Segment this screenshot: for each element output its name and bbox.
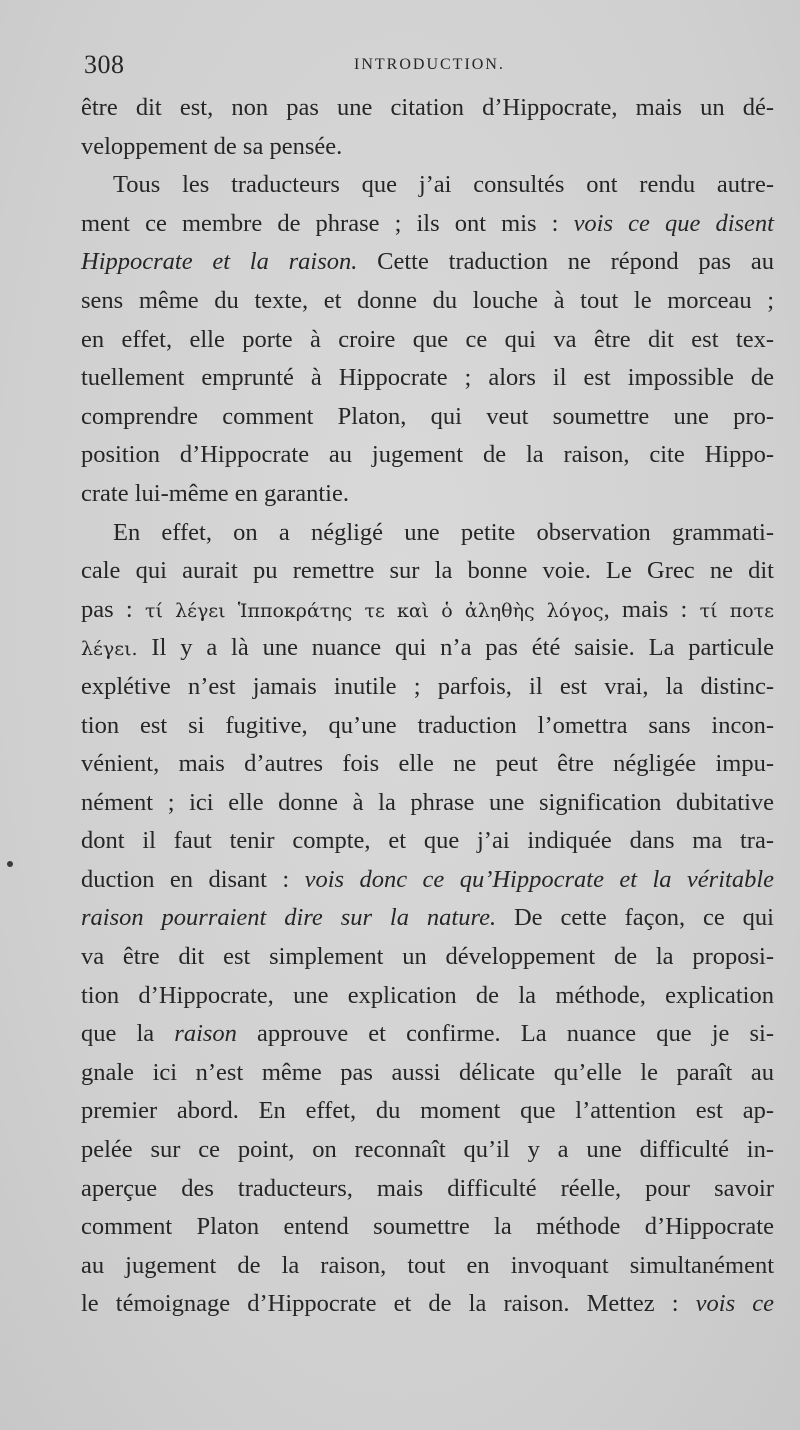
body-text [81, 89, 774, 1324]
text-segment: que la [81, 1020, 175, 1048]
text-segment: ment ce membre de phrase ; ils ont mis : [81, 209, 574, 237]
italic-segment: vois ce que disent [573, 209, 774, 237]
text-segment: crate lui-même en garantie. [81, 479, 349, 507]
text-line [81, 1015, 774, 1054]
greek-segment: τί λέγει Ἱπποκράτης τε καὶ ὁ ἀληθὴς λόγος [144, 599, 604, 622]
text-line [81, 89, 774, 128]
text-line [81, 707, 774, 746]
text-segment: être dit est, non pas une citation d’Hippocrate, mais un dé- [81, 94, 774, 121]
text-segment: pelée sur ce point, on reconnaît qu’il y a une difficulté in- [81, 1136, 774, 1164]
text-segment: nément ; ici elle donne à la phrase une signification dubitative [81, 788, 774, 816]
text-segment: duction en disant : [81, 865, 305, 893]
italic-segment: raison [174, 1020, 237, 1048]
text-line [81, 205, 774, 244]
text-line [81, 1170, 774, 1209]
text-segment: explétive n’est jamais inutile ; parfois, il est vrai, la distinc- [81, 672, 774, 700]
greek-segment: λέγει. [81, 638, 138, 661]
text-line [81, 128, 774, 167]
text-segment: aperçue des traducteurs, mais difficulté réelle, pour savoir [81, 1174, 774, 1202]
text-line [81, 861, 774, 900]
text-segment: Tous les traducteurs que j’ai consultés ont rendu autre- [113, 171, 774, 199]
text-segment: veloppement de sa pensée. [81, 132, 343, 160]
italic-segment: raison pourraient dire sur la nature. [81, 904, 497, 932]
text-line [81, 475, 774, 514]
text-line [81, 668, 774, 707]
text-segment: comprendre comment Platon, qui veut soumettre une pro- [81, 402, 774, 430]
text-line [81, 977, 774, 1016]
text-segment: tuellement emprunté à Hippocrate ; alors il est impossible de [81, 364, 774, 392]
text-segment: gnale ici n’est même pas aussi délicate qu’elle le paraît au [81, 1058, 774, 1086]
text-segment: tion d’Hippocrate, une explication de la méthode, explication [81, 981, 774, 1009]
text-line [81, 1131, 774, 1170]
text-segment: , mais : [603, 595, 700, 623]
text-segment: tion est si fugitive, qu’une traduction l’omettra sans incon- [81, 711, 774, 739]
text-line [81, 282, 774, 321]
text-segment: pas : [81, 595, 145, 623]
text-segment: Cette traduction ne répond pas au [357, 248, 774, 276]
text-line [81, 784, 774, 823]
text-line [81, 398, 774, 437]
text-line [81, 899, 774, 938]
text-segment: cale qui aurait pu remettre sur la bonne voie. Le Grec ne dit [81, 557, 774, 585]
text-line [81, 591, 774, 630]
text-segment: approuve et confirme. La nuance que je si- [236, 1020, 774, 1048]
text-segment: Il y a là une nuance qui n’a pas été saisie. La particule [137, 634, 774, 662]
text-line [81, 938, 774, 977]
text-segment: vénient, mais d’autres fois elle ne peut être négligée impu- [81, 750, 774, 778]
text-line [81, 822, 774, 861]
text-segment: premier abord. En effet, du moment que l’attention est ap- [81, 1097, 774, 1125]
text-line [81, 1285, 774, 1324]
text-line [81, 514, 774, 553]
margin-mark [7, 861, 13, 867]
italic-segment: Hippocrate et la raison. [81, 248, 358, 276]
text-segment: en effet, elle porte à croire que ce qui va être dit est tex- [81, 325, 774, 353]
text-line [81, 629, 774, 668]
text-line [81, 166, 774, 205]
text-segment: au jugement de la raison, tout en invoquant simultanément [81, 1251, 774, 1279]
page-header [84, 50, 774, 84]
text-line [81, 321, 774, 360]
text-segment: position d’Hippocrate au jugement de la raison, cite Hippo- [81, 441, 774, 469]
text-line [81, 1092, 774, 1131]
text-line [81, 436, 774, 475]
text-segment: le témoignage d’Hippocrate et de la raison. Mettez : [81, 1290, 696, 1318]
text-line [81, 745, 774, 784]
running-head: INTRODUCTION. [354, 56, 505, 73]
text-line [81, 1208, 774, 1247]
text-line [81, 1247, 774, 1286]
text-line [81, 1054, 774, 1093]
text-segment: En effet, on a négligé une petite observation grammati- [113, 518, 774, 546]
text-segment: va être dit est simplement un développement de la proposi- [81, 943, 774, 971]
text-segment: dont il faut tenir compte, et que j’ai indiquée dans ma tra- [81, 827, 774, 855]
text-segment: De cette façon, ce qui [496, 904, 774, 932]
text-line [81, 552, 774, 591]
text-segment: comment Platon entend soumettre la méthode d’Hippocrate [81, 1213, 774, 1241]
greek-segment: τί ποτε [699, 599, 775, 622]
italic-segment: vois donc ce qu’Hippocrate et la véritable [304, 865, 774, 893]
page-number: 308 [84, 50, 125, 79]
italic-segment: vois ce [695, 1290, 774, 1318]
text-segment: sens même du texte, et donne du louche à tout le morceau ; [81, 286, 774, 314]
text-line [81, 359, 774, 398]
text-line [81, 243, 774, 282]
